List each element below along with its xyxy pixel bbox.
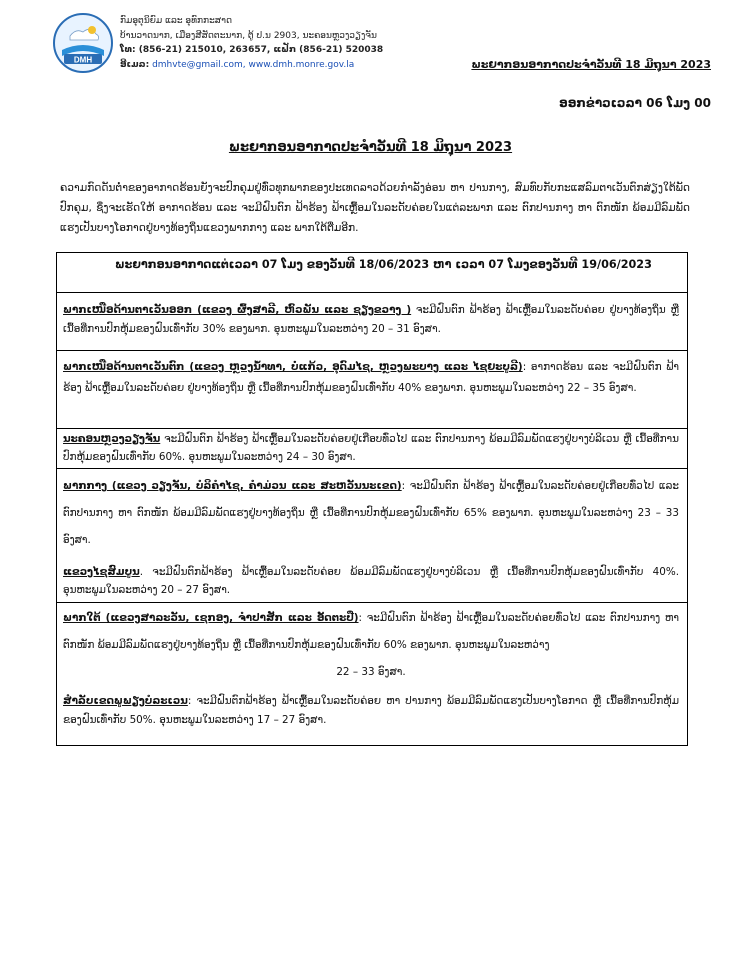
region-row: [57, 351, 687, 429]
region-row: [57, 603, 687, 747]
region-northwest: [63, 357, 679, 399]
issue-time: ອອກຂ່າວເວລາ 06 ໂມງ 00: [559, 96, 711, 110]
forecast-summary: ຄວາມກົດດັນຕ່ຳຂອງອາກາດຮ້ອນຍັງຈະປົກຄຸມຢູ່ທົ່ວທຸກພາກຂອງປະເທດລາວດ້ວຍກຳລັງອ່ອນ ຫາ ປານກາງ, ສົມທົບກັບກະແສລົມຕາເວັນຕົກສ່ຽງໃຕ້ພັດປົກຄຸມ, ຊຶ່ງຈະເຮັດໃຫ້ ອາກາດຮ້ອນ ແລະ ຈະມີຝົນຕົກ ຟ້າຮ້ອງ ຟ້າເຫຼື້ອມໃນລະດັບຄ່ອຍໃນແຕ່ລະພາກ ແລະ ຕົກປານກາງ ຫາ ຕົກໜັກ ພ້ອມມີລົມພັດແຮງເປັນບາງໂອກາດຢູ່ບາງທ້ອງຖິ່ນແຂວງພາກກາງ ແລະ ພາກໃຕ້ຕື່ມອີກ.: [60, 182, 690, 234]
org-contact: [120, 58, 383, 73]
region-forecast: : ອາກາດຮ້ອນ ແລະ ຈະມີຝົນຕົກ ຟ້າຮ້ອງ ຟ້າເຫຼື້ອມໃນລະດັບຄ່ອຍ ຢູ່ບາງທ້ອງຖິ່ນ ຫຼື ເນື້ອທີ່ການປົກຫຸ້ມຂອງຝົນເທົ່າກັບ 40% ຂອງພາກ. ອຸນຫະພູມໃນລະຫວ່າງ 22 – 35 ອົງສາ.: [63, 361, 679, 394]
region-south: [63, 605, 679, 659]
org-address: ບ້ານວາດນາກ, ເມືອງສີສັດຕະນາກ, ຕູ້ ປ.ນ 2903, ນະຄອນຫຼວງວຽງຈັນ: [120, 30, 377, 41]
region-name: ພາກກາງ (ແຂວງ ວຽງຈັນ, ບໍລິຄຳໄຊ, ຄຳມ່ວນ ແລະ ສະຫວັນນະເຂດ): [63, 480, 402, 492]
email-label: ອີເມລ:: [120, 59, 150, 70]
org-info: [120, 14, 383, 72]
region-forecast: . ຈະມີຝົນຕົກຟ້າຮ້ອງ ຟ້າເຫຼື້ອມໃນລະດັບຄ່ອຍ ພ້ອມມີລົມພັດແຮງຢູ່ບາງບໍລິເວນ ຫຼື ເນື້ອທີ່ການປົກຫຸ້ມຂອງຝົນເທົ່າກັບ 40%. ອຸນຫະພູມໃນລະຫວ່າງ 20 – 27 ອົງສາ.: [63, 566, 679, 596]
region-row: [57, 469, 687, 603]
region-row: [57, 429, 687, 469]
main-title: ພະຍາກອນອາກາດປະຈຳວັນທີ 18 ມິຖຸນາ 2023: [228, 140, 513, 155]
region-name: ພາກເໜືອດ້ານຕາເວັນອອກ (ແຂວງ ຜົ້ງສາລີ, ຫົວພັນ ແລະ ຊຽງຂວາງ ): [63, 304, 412, 316]
region-name: ພາກໃຕ້ (ແຂວງສາລະວັນ, ເຊກອງ, ຈຳປາສັກ ແລະ ອັດຕະປື): [63, 612, 359, 624]
region-name: ສຳລັບເຂດພູພຽງບໍລະເວນ: [63, 695, 188, 707]
region-name: ພາກເໜືອດ້ານຕາເວັນຕົກ (ແຂວງ ຫຼວງນ້ຳທາ, ບໍ່ແກ້ວ, ອຸດົມໄຊ, ຫຼວງພະບາງ ແລະ ໄຊຍະບູລີ): [63, 361, 523, 373]
dmh-logo: [52, 12, 114, 74]
region-northeast: [63, 301, 679, 339]
period-row: [57, 253, 687, 293]
forecast-period: ພະຍາກອນອາກາດແຕ່ເວລາ 07 ໂມງ ຂອງວັນທີ 18/06/2023 ຫາ ເວລາ 07 ໂມງຂອງວັນທີ 19/06/2023: [115, 258, 652, 271]
region-forecast: ຈະມີຝົນຕົກ ຟ້າຮ້ອງ ຟ້າເຫຼື້ອມໃນລະດັບຄ່ອຍ ຢູ່ບາງທ້ອງຖິ່ນ ຫຼື ເນື້ອທີ່ການປົກຫຸ້ມຂອງຝົນເທົ່າກັບ 30% ຂອງພາກ. ອຸນຫະພູມໃນລະຫວ່າງ 20 – 31 ອົງສາ.: [63, 304, 679, 335]
org-phone: ໂທ: (856-21) 215010, 263657, ແຟັກ (856-21) 520038: [120, 45, 384, 55]
contact-separator: ,: [242, 59, 246, 70]
forecast-table: [56, 252, 688, 746]
org-name: ກົມອຸຕຸນິຍົມ ແລະ ອຸທົກກະສາດ: [120, 16, 232, 26]
region-south-temp: 22 – 33 ອົງສາ.: [336, 666, 406, 678]
header-title: ພະຍາກອນອາກາດປະຈຳວັນທີ 18 ມິຖຸນາ 2023: [471, 58, 711, 71]
region-forecast: : ຈະມີຝົນຕົກຟ້າຮ້ອງ ຟ້າເຫຼື້ອມໃນລະດັບຄ່ອຍ ຫາ ປານກາງ ພ້ອມມີລົມພັດແຮງເປັນບາງໂອກາດ ຫຼື ເນື້ອທີ່ການປົກຫຸ້ມຂອງຝົນເທົ່າກັບ 50%. ອຸນຫະພູມໃນລະຫວ່າງ 17 – 27 ອົງສາ.: [63, 695, 679, 726]
region-forecast: ຈະມີຝົນຕົກ ຟ້າຮ້ອງ ຟ້າເຫຼື້ອມໃນລະດັບຄ່ອຍຢູ່ເກືອບທົ່ວໄປ ແລະ ຕົກປານກາງ ພ້ອມມີລົມພັດແຮງຢູ່ບາງບໍລິເວນ ຫຼື ເນື້ອທີ່ການປົກຫຸ້ມຂອງຝົນເທົ່າກັບ 60%. ອຸນຫະພູມໃນລະຫວ່າງ 24 – 30 ອົງສາ.: [63, 433, 679, 463]
logo-text: DMH: [73, 55, 93, 65]
region-name: ແຂວງໄຊສົມບູນ: [63, 566, 140, 578]
region-name: ນະຄອນຫຼວງວຽງຈັນ: [63, 433, 161, 445]
region-bolaven-plateau: [63, 692, 679, 730]
region-row: [57, 293, 687, 351]
region-forecast: : ຈະມີຝົນຕົກ ຟ້າຮ້ອງ ຟ້າເຫຼື້ອມໃນລະດັບຄ່ອຍທົ່ວໄປ ແລະ ຕົກປານກາງ ຫາ ຕົກໜັກ ພ້ອມມີລົມພັດແຮງຢູ່ບາງທ້ອງຖິ່ນ ຫຼື ເນື້ອທີ່ການປົກຫຸ້ມຂອງຝົນເທົ່າກັບ 60% ຂອງພາກ. ອຸນຫະພູມໃນລະຫວ່າງ: [63, 612, 679, 651]
region-forecast: : ຈະມີຝົນຕົກ ຟ້າຮ້ອງ ຟ້າເຫຼື້ອມໃນລະດັບຄ່ອຍຢູ່ເກືອບທົ່ວໄປ ແລະ ຕົກປານກາງ ຫາ ຕົກໜັກ ພ້ອມມີລົມພັດແຮງຢູ່ບາງທ້ອງຖິ່ນ ຫຼື ເນື້ອທີ່ການປົກຫຸ້ມຂອງຝົນເທົ່າກັບ 65% ຂອງພາກ. ອຸນຫະພູມໃນລະຫວ່າງ 23 – 33 ອົງສາ.: [63, 480, 679, 546]
website-link[interactable]: www.dmh.monre.gov.la: [248, 59, 355, 70]
region-xaisomboun: [63, 563, 679, 599]
region-vientiane-capital: [63, 430, 679, 466]
email-link[interactable]: dmhvte@gmail.com: [152, 59, 243, 70]
region-central: [63, 473, 679, 554]
